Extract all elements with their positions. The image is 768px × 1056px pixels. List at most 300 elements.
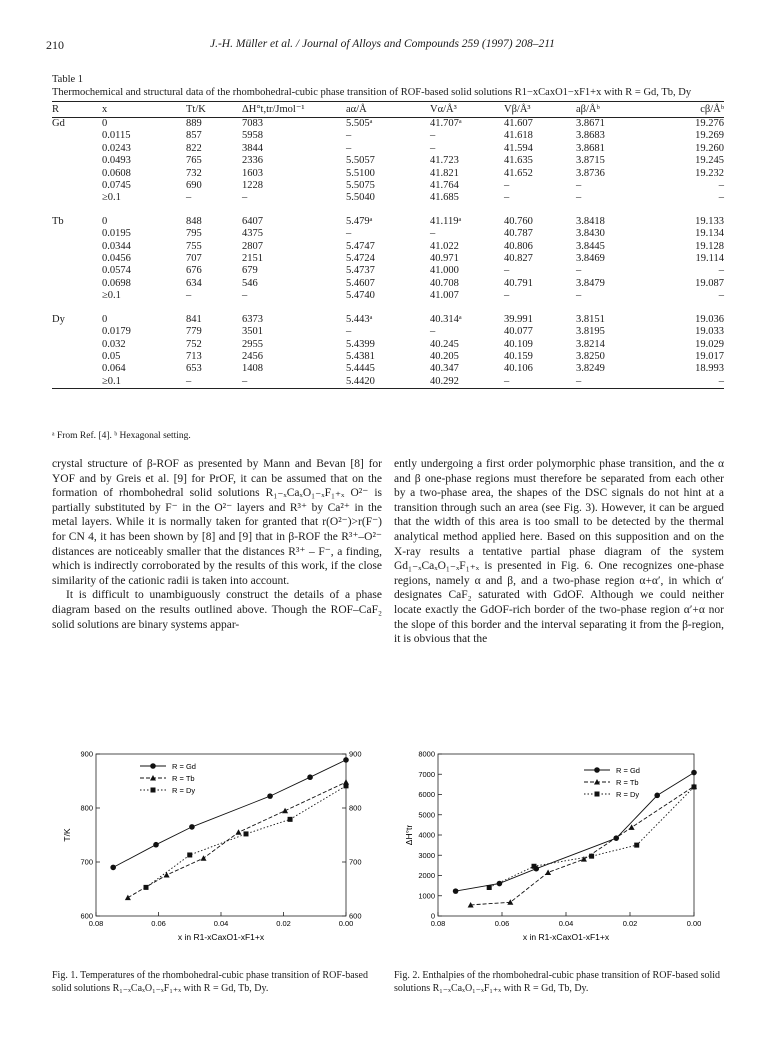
table-cell: 1408	[242, 363, 263, 375]
table-cell: 713	[186, 350, 202, 362]
data-point	[344, 783, 349, 788]
table-cell: –	[430, 228, 436, 240]
cell-element	[52, 192, 102, 204]
data-point	[187, 852, 192, 857]
y-tick-label-right: 900	[349, 749, 362, 759]
table-cell: 40.791	[504, 277, 533, 289]
table-cell: 5.4724	[346, 253, 375, 265]
table-cell: 0.064	[102, 363, 126, 375]
table-row	[52, 363, 724, 375]
data-point	[125, 895, 131, 901]
table-cell: 707	[186, 253, 202, 265]
table-cell: –	[576, 376, 648, 389]
table-cell: 19.114	[695, 253, 724, 265]
table-cell: 0	[102, 215, 108, 227]
table-cell: 0.0456	[102, 253, 131, 265]
data-point	[236, 829, 242, 835]
y-tick-label-right: 700	[349, 857, 362, 867]
table-cell: 19.260	[695, 142, 724, 154]
table-cell: 41.022	[430, 240, 459, 252]
x-tick-label: 0.08	[430, 919, 446, 928]
table-cell: 40.159	[504, 350, 533, 362]
column-header: R	[52, 102, 102, 118]
cell-element	[52, 130, 102, 142]
table-cell: –	[504, 290, 510, 302]
x-axis-label: x in R1-xCaxO1-xF1+x	[177, 932, 265, 942]
table-cell: 41.007	[430, 290, 459, 302]
table-cell: 889	[186, 118, 202, 129]
table-cell: 41.723	[430, 155, 459, 167]
table-row	[52, 376, 724, 389]
table-cell: 3.8671	[576, 118, 605, 129]
legend-label: R = Gd	[172, 762, 196, 771]
table-cell: 41.821	[430, 167, 459, 179]
y-tick-label: 8000	[418, 749, 435, 759]
table-cell: 19.036	[695, 313, 724, 325]
table-cell: ≥0.1	[102, 192, 121, 204]
table-cell: 5958	[242, 130, 263, 142]
table-row	[52, 143, 724, 155]
table-cell: –	[186, 376, 242, 389]
y-tick-label: 6000	[418, 790, 435, 799]
data-point	[164, 872, 170, 878]
data-point	[691, 770, 697, 776]
data-point	[629, 824, 635, 830]
table-cell: 653	[186, 363, 202, 375]
data-point	[282, 808, 288, 814]
table-cell: 0	[102, 118, 108, 129]
table-cell: 41.764	[430, 180, 459, 192]
table-cell: 2336	[242, 155, 263, 167]
data-point	[201, 855, 207, 861]
table-cell: 765	[186, 155, 202, 167]
data-point	[151, 788, 156, 793]
body-column-left	[52, 457, 382, 632]
figure-1-chart	[52, 746, 382, 962]
data-point	[453, 888, 459, 894]
data-point	[634, 843, 639, 848]
table-cell: 5.4381	[346, 350, 375, 362]
data-point	[654, 793, 660, 799]
table-cell: 822	[186, 142, 202, 154]
table-cell: 0.0195	[102, 228, 131, 240]
table-cell: ≥0.1	[102, 290, 121, 302]
table-cell: 19.134	[695, 228, 724, 240]
series-line-2	[146, 786, 346, 888]
table-cell: 40.314ᵃ	[430, 313, 462, 325]
series-line-2	[489, 787, 694, 888]
table-cell: 6373	[242, 313, 263, 325]
table-cell: 41.594	[504, 142, 533, 154]
table-cell: 841	[186, 313, 202, 325]
cell-element: Gd	[52, 118, 65, 129]
table-cell: –	[576, 192, 582, 204]
column-header: Tt/K	[186, 102, 242, 118]
table-row	[52, 339, 724, 351]
y-tick-label: 0	[430, 911, 435, 921]
y-tick-label: 3000	[418, 850, 435, 860]
table-cell: 3.8250	[576, 350, 605, 362]
table-row	[52, 228, 724, 240]
paragraph: It is difficult to unambiguously construct the details of a phase diagram based on the results outlined above. Though the ROF–CaF₂ solid solutions are binary systems appar-	[52, 589, 382, 631]
table-cell: –	[504, 180, 510, 192]
table-cell: 3.8736	[576, 167, 605, 179]
y-tick-label: 4000	[418, 830, 435, 840]
table-row	[52, 351, 724, 363]
table-cell: 5.5100	[346, 167, 375, 179]
column-header: aα/Å	[346, 102, 430, 118]
table-cell: –	[718, 265, 724, 277]
table-cell: 40.292	[430, 376, 504, 389]
table-cell: 3.8715	[576, 155, 605, 167]
y-tick-label: 700	[80, 857, 93, 867]
table-cell: 40.787	[504, 228, 533, 240]
table-cell: –	[718, 192, 724, 204]
column-header: cβ/Åᵇ	[648, 102, 724, 118]
table-cell: 40.760	[504, 215, 533, 227]
table-row	[52, 241, 724, 253]
figure-1-caption: Fig. 1. Temperatures of the rhombohedral-cubic phase transition of ROF-based solid solutions R₁₋ₓCaₓO₁₋ₓF₁₊ₓ with R = Gd, Tb, Dy.	[52, 970, 368, 994]
y-tick-label: 900	[80, 749, 93, 759]
table-cell: 19.029	[695, 338, 724, 350]
table-cell: 3.8249	[576, 363, 605, 375]
x-tick-label: 0.04	[558, 919, 574, 928]
body-column-right	[394, 457, 724, 647]
y-tick-label-right: 800	[349, 803, 362, 813]
y-tick-label-right: 600	[349, 911, 362, 921]
data-point	[189, 824, 195, 830]
table-cell: 2807	[242, 240, 263, 252]
table-row	[52, 290, 724, 302]
table-row	[52, 253, 724, 265]
table-cell: 2151	[242, 253, 263, 265]
cell-element	[52, 155, 102, 167]
x-tick-label: 0.00	[338, 919, 354, 928]
cell-element	[52, 265, 102, 277]
cell-element	[52, 290, 102, 302]
table-cell: 19.269	[695, 130, 724, 142]
data-point	[288, 817, 293, 822]
table-cell: –	[504, 192, 510, 204]
table-cell: 0.0745	[102, 180, 131, 192]
table-cell: 3.8418	[576, 215, 605, 227]
table-cell: 18.993	[695, 363, 724, 375]
y-axis-label: T/K	[62, 828, 72, 842]
table-cell: 19.133	[695, 215, 724, 227]
table-cell: –	[346, 326, 352, 338]
table-cell: 0.0115	[102, 130, 131, 142]
table-cell: –	[576, 265, 582, 277]
column-header: x	[102, 102, 186, 118]
data-point	[267, 793, 273, 799]
data-point	[487, 885, 492, 890]
column-header: Vα/Å³	[430, 102, 504, 118]
table-cell: 3.8681	[576, 142, 605, 154]
paragraph: ently undergoing a first order polymorphic phase transition, and the α and β one-phase regions must therefore be separated from each other by a two-phase area, the shapes of the DSC signals do not hint at a transition through such an area (see Fig. 3). However, it can be argued that the width of this area is too small to be detected by the thermal analytical method applied here. Based on this supposition and on the X-ray results a tentative partial phase diagram of the system Gd₁₋ₓCaₓO₁₋ₓF₁₊ₓ is presented in Fig. 6. One recognizes one-phase regions, namely α and β, and a two-phase region α+α′, in which α′ designates CaF₂ saturated with GdOF. Although we could neither locate exactly the GdOF-rich border of the two-phase region α′+α nor the slope of this border and the interval separating it from the β-region, it is obvious that the	[394, 458, 724, 646]
table-cell: 40.971	[430, 253, 459, 265]
table-cell: 2955	[242, 338, 263, 350]
cell-element	[52, 241, 102, 253]
y-tick-label: 600	[80, 911, 93, 921]
x-tick-label: 0.04	[213, 919, 229, 928]
table-row	[52, 155, 724, 167]
table-cell: 732	[186, 167, 202, 179]
table-cell: 857	[186, 130, 202, 142]
cell-element	[52, 168, 102, 180]
table-cell: 41.707ᵃ	[430, 118, 462, 129]
data-point	[589, 854, 594, 859]
plot-frame	[438, 754, 694, 916]
table-row	[52, 130, 724, 142]
table-cell: 0.0608	[102, 167, 131, 179]
table-cell: 752	[186, 338, 202, 350]
table-cell: 1228	[242, 180, 263, 192]
cell-element	[52, 143, 102, 155]
table-cell: 848	[186, 215, 202, 227]
table-cell: 3.8445	[576, 240, 605, 252]
table-cell: 3.8683	[576, 130, 605, 142]
y-tick-label: 800	[80, 803, 93, 813]
table-cell: 0.05	[102, 350, 121, 362]
table-cell: 41.618	[504, 130, 533, 142]
table-cell: 41.635	[504, 155, 533, 167]
table-cell: 19.033	[695, 326, 724, 338]
legend-label: R = Tb	[172, 774, 195, 783]
table-cell: –	[576, 290, 582, 302]
x-tick-label: 0.02	[622, 919, 638, 928]
table-cell: 0.0698	[102, 277, 131, 289]
table-cell: 19.017	[695, 350, 724, 362]
data-table	[52, 101, 724, 389]
table-cell: 19.232	[695, 167, 724, 179]
table-cell: 1603	[242, 167, 263, 179]
table-cell: 679	[242, 265, 258, 277]
table-cell: –	[718, 180, 724, 192]
table-cell: 3.8469	[576, 253, 605, 265]
table-cell: 5.5057	[346, 155, 375, 167]
legend-label: R = Dy	[616, 790, 640, 799]
table-cell: 755	[186, 240, 202, 252]
table-cell: –	[242, 290, 248, 302]
table-cell: 5.4399	[346, 338, 375, 350]
table-cell: 6407	[242, 215, 263, 227]
table-row	[52, 118, 724, 131]
table-cell: 5.4607	[346, 277, 375, 289]
table-cell: 634	[186, 277, 202, 289]
table-row	[52, 265, 724, 277]
series-line-1	[471, 786, 694, 905]
table-cell: 0.0179	[102, 326, 131, 338]
table-cell: 7083	[242, 118, 263, 129]
table-cell: 40.347	[430, 363, 459, 375]
x-tick-label: 0.02	[276, 919, 291, 928]
table-header-row	[52, 102, 724, 118]
data-point	[692, 784, 697, 789]
table-cell: 40.827	[504, 253, 533, 265]
table-cell: 41.000	[430, 265, 459, 277]
table-cell: –	[242, 376, 346, 389]
group-spacer	[52, 205, 724, 216]
cell-element: Tb	[52, 215, 64, 227]
table-cell: 41.685	[430, 192, 459, 204]
table-cell: 40.106	[504, 363, 533, 375]
table-cell: 40.708	[430, 277, 459, 289]
data-point	[307, 774, 313, 780]
table-cell: 546	[242, 277, 258, 289]
data-point	[110, 865, 116, 871]
figure-2-caption: Fig. 2. Enthalpies of the rhombohedral-cubic phase transition of ROF-based solid solutions R₁₋ₓCaₓO₁₋ₓF₁₊ₓ with R = Gd, Tb, Dy.	[394, 970, 721, 994]
cell-element	[52, 339, 102, 351]
table-cell: 5.505ᵃ	[346, 118, 373, 129]
table-cell: –	[430, 326, 436, 338]
x-tick-label: 0.06	[494, 919, 510, 928]
data-point	[532, 864, 537, 869]
table-cell: 0.0493	[102, 155, 131, 167]
x-tick-label: 0.00	[686, 919, 702, 928]
y-tick-label: 5000	[418, 810, 435, 820]
table-footnote: ᵃ From Ref. [4]. ᵇ Hexagonal setting.	[52, 431, 191, 441]
table-cell: 0.0574	[102, 265, 131, 277]
table-cell: 0.0344	[102, 240, 131, 252]
table-cell: –	[430, 142, 436, 154]
table-cell: 5.443ᵃ	[346, 313, 373, 325]
table-caption: Thermochemical and structural data of the rhombohedral-cubic phase transition of ROF-based solid solutions R1−xCaxO1−xF1+x with R = Gd, Tb, Dy	[52, 87, 692, 98]
table-cell: 2456	[242, 350, 263, 362]
table-cell: 19.087	[695, 277, 724, 289]
running-head: J.-H. Müller et al. / Journal of Alloys and Compounds 259 (1997) 208–211	[210, 38, 555, 50]
cell-element	[52, 363, 102, 375]
table-cell: –	[576, 180, 582, 192]
column-header: Vβ/Å³	[504, 102, 576, 118]
cell-element	[52, 326, 102, 338]
table-cell: 5.4420	[346, 376, 430, 389]
table-cell: –	[186, 290, 192, 302]
series-line-0	[456, 773, 694, 892]
group-spacer	[52, 303, 724, 314]
table-cell: 41.119ᵃ	[430, 215, 462, 227]
table-cell: 5.4445	[346, 363, 375, 375]
table-cell: –	[504, 376, 576, 389]
column-header: aβ/Åᵇ	[576, 102, 648, 118]
table-cell: 41.607	[504, 118, 533, 129]
table-cell: 40.109	[504, 338, 533, 350]
y-tick-label: 1000	[418, 891, 435, 901]
cell-element	[52, 278, 102, 290]
figure-2-chart	[394, 746, 724, 962]
data-point	[545, 869, 551, 875]
legend-label: R = Tb	[616, 778, 639, 787]
table-cell: –	[718, 290, 724, 302]
table-cell: 0.0243	[102, 142, 131, 154]
x-axis-label: x in R1-xCaxO1-xF1+x	[522, 932, 610, 942]
table-row	[52, 192, 724, 204]
page-number: 210	[46, 38, 64, 52]
cell-element: Dy	[52, 313, 65, 325]
table-cell: 3.8151	[576, 313, 605, 325]
cell-element	[52, 376, 102, 389]
table-cell: 4375	[242, 228, 263, 240]
table-cell: 690	[186, 180, 202, 192]
column-header: ΔH°t,tr/Jmol⁻¹	[242, 102, 346, 118]
table-cell: –	[346, 130, 352, 142]
data-point	[153, 842, 159, 848]
cell-element	[52, 253, 102, 265]
x-tick-label: 0.08	[88, 919, 104, 928]
data-point	[343, 757, 349, 763]
data-point	[497, 881, 503, 887]
table-cell: 0	[102, 313, 108, 325]
x-tick-label: 0.06	[151, 919, 166, 928]
table-row	[52, 314, 724, 326]
table-cell: –	[648, 376, 724, 389]
data-point	[594, 767, 600, 773]
y-tick-label: 2000	[418, 871, 435, 880]
table-cell: 5.4747	[346, 240, 375, 252]
table-cell: 19.276	[695, 118, 724, 129]
table-cell: 40.806	[504, 240, 533, 252]
table-cell: 795	[186, 228, 202, 240]
table-cell: 3501	[242, 326, 263, 338]
data-point	[150, 763, 156, 769]
table-cell: 5.479ᵃ	[346, 215, 373, 227]
data-point	[595, 792, 600, 797]
data-point	[244, 831, 249, 836]
table-cell: –	[346, 228, 352, 240]
table-cell: –	[346, 142, 352, 154]
table-cell: 3.8214	[576, 338, 605, 350]
table-row	[52, 278, 724, 290]
table-cell: ≥0.1	[102, 376, 186, 389]
data-point	[144, 885, 149, 890]
table-cell: 779	[186, 326, 202, 338]
cell-element	[52, 228, 102, 240]
table-label: Table 1	[52, 74, 84, 85]
table-cell: 3.8430	[576, 228, 605, 240]
table-cell: 5.4737	[346, 265, 375, 277]
table-cell: –	[242, 192, 248, 204]
table-cell: 676	[186, 265, 202, 277]
legend-label: R = Gd	[616, 766, 640, 775]
table-cell: 3.8479	[576, 277, 605, 289]
cell-element	[52, 351, 102, 363]
table-cell: –	[504, 265, 510, 277]
paragraph: crystal structure of β-ROF as presented by Mann and Bevan [8] for YOF and by Greis et al. [9] for PrOF, it can be assumed that on the formation of rhombohedral solid solutions R₁₋ₓCaₓO₁₋ₓF₁₊ₓ O²⁻ is partially substituted by F⁻ in the O²⁻ layers and R³⁺ by Ca²⁺ in the metal layers. While it is normally taken for granted that r(O²⁻)>r(F⁻) for CN 4, it has been shown by [8] and [9] that in β-ROF the R³⁺–O²⁻ distances are noticeably smaller that the distances R³⁺ – F⁻, a finding, which is indirectly corroborated by the results of this work, if the close similarity of the cationic radii is taken into account.	[52, 458, 382, 587]
table-cell: 40.077	[504, 326, 533, 338]
legend-label: R = Dy	[172, 786, 196, 795]
table-cell: 5.5040	[346, 192, 375, 204]
table-cell: 0.032	[102, 338, 126, 350]
table-cell: 41.652	[504, 167, 533, 179]
table-row	[52, 168, 724, 180]
table-cell: 5.5075	[346, 180, 375, 192]
cell-element	[52, 180, 102, 192]
y-tick-label: 7000	[418, 769, 435, 779]
table-cell: 19.245	[695, 155, 724, 167]
table-cell: 3.8195	[576, 326, 605, 338]
table-cell: –	[430, 130, 436, 142]
table-cell: 40.205	[430, 350, 459, 362]
table-cell: 3844	[242, 142, 263, 154]
table-row	[52, 180, 724, 192]
table-cell: 19.128	[695, 240, 724, 252]
table-row	[52, 216, 724, 228]
table-row	[52, 326, 724, 338]
table-cell: –	[186, 192, 192, 204]
y-axis-label: ΔH°tr	[404, 824, 414, 846]
table-cell: 40.245	[430, 338, 459, 350]
table-cell: 39.991	[504, 313, 533, 325]
series-line-1	[128, 782, 346, 898]
